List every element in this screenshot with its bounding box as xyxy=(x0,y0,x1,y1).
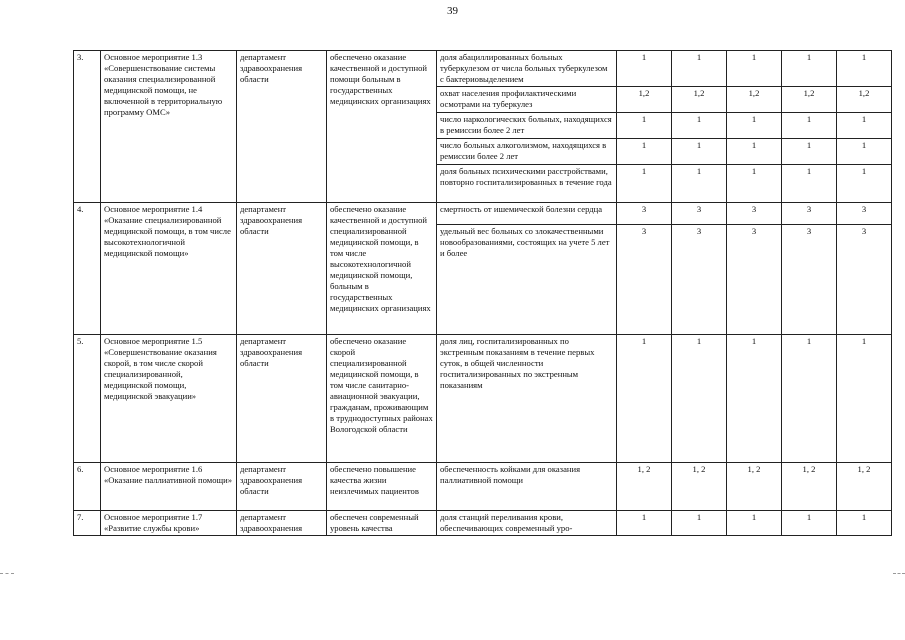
indicator-value: 1 xyxy=(837,51,892,87)
indicator-name: число больных алкоголизмом, находящихся в ремиссии более 2 лет xyxy=(437,139,617,165)
indicator-value: 1 xyxy=(672,51,727,87)
indicator-value: 1 xyxy=(617,139,672,165)
indicator-value: 1 xyxy=(727,335,782,463)
left-edge-mark xyxy=(0,573,14,574)
executor: департамент здравоохранения области xyxy=(237,51,327,203)
indicator-value: 1 xyxy=(837,113,892,139)
row-number: 4. xyxy=(74,203,101,335)
table-row xyxy=(74,463,892,511)
indicator-name: доля абациллированных больных туберкулезом от числа больных туберкулезом с бактериовыделением xyxy=(437,51,617,87)
expected-result: обеспечено оказание качественной и доступной помощи больным в государственных медицинских организациях xyxy=(327,51,437,203)
indicator-value: 1 xyxy=(727,165,782,203)
table-row xyxy=(74,511,892,536)
table-row xyxy=(74,335,892,463)
indicator-value: 1 xyxy=(727,511,782,536)
indicator-name: доля станций переливания крови, обеспечивающих современный уро- xyxy=(437,511,617,536)
indicator-value: 1 xyxy=(617,165,672,203)
indicator-value: 1 xyxy=(782,511,837,536)
indicator-value: 1 xyxy=(782,139,837,165)
indicator-value: 1 xyxy=(837,511,892,536)
row-number: 5. xyxy=(74,335,101,463)
indicator-value: 3 xyxy=(617,225,672,335)
event-name: Основное мероприятие 1.3 «Совершенствование системы оказания специализированной медицинской помощи, не включенной в территориальную программу ОМС» xyxy=(101,51,237,203)
expected-result: обеспечено оказание качественной и доступной специализированной медицинской помощи, в том числе высокотехнологичной медицинской помощи, больным в государственных медицинских организациях xyxy=(327,203,437,335)
indicator-name: доля лиц, госпитализированных по экстренным показаниям в течение первых суток, в общей численности госпитализированных по экстренным показаниям xyxy=(437,335,617,463)
indicator-value: 1,2 xyxy=(782,87,837,113)
indicator-value: 3 xyxy=(837,203,892,225)
indicator-value: 3 xyxy=(672,225,727,335)
measures-table xyxy=(73,50,892,536)
indicator-value: 3 xyxy=(782,203,837,225)
expected-result: обеспечен современный уровень качества xyxy=(327,511,437,536)
executor: департамент здравоохранения области xyxy=(237,335,327,463)
right-edge-mark xyxy=(893,573,905,574)
event-name: Основное мероприятие 1.4 «Оказание специализированной медицинской помощи, в том числе высокотехнологичной медицинской помощи» xyxy=(101,203,237,335)
table-body xyxy=(74,51,892,536)
indicator-value: 1 xyxy=(782,113,837,139)
executor: департамент здравоохранения области xyxy=(237,463,327,511)
indicator-value: 1 xyxy=(837,165,892,203)
indicator-value: 3 xyxy=(672,203,727,225)
row-number: 6. xyxy=(74,463,101,511)
indicator-value: 1,2 xyxy=(727,87,782,113)
expected-result: обеспечено оказание скорой специализированной медицинской помощи, в том числе санитарно-авиационной эвакуации, гражданам, проживающим в труднодоступных районах Вологодской области xyxy=(327,335,437,463)
executor: департамент здравоохранения области xyxy=(237,203,327,335)
indicator-value: 1 xyxy=(672,511,727,536)
indicator-name: удельный вес больных со злокачественными новообразованиями, состоящих на учете 5 лет и более xyxy=(437,225,617,335)
indicator-name: обеспеченность койками для оказания паллиативной помощи xyxy=(437,463,617,511)
indicator-value: 1 xyxy=(782,165,837,203)
event-name: Основное мероприятие 1.7 «Развитие службы крови» xyxy=(101,511,237,536)
indicator-value: 1 xyxy=(672,139,727,165)
indicator-value: 1 xyxy=(617,335,672,463)
row-number: 3. xyxy=(74,51,101,203)
event-name: Основное мероприятие 1.5 «Совершенствование оказания скорой, в том числе скорой специализированной, медицинской помощи, медицинской эвакуации» xyxy=(101,335,237,463)
indicator-value: 1, 2 xyxy=(727,463,782,511)
indicator-value: 1 xyxy=(837,335,892,463)
indicator-value: 1 xyxy=(672,165,727,203)
indicator-value: 1 xyxy=(837,139,892,165)
indicator-value: 3 xyxy=(617,203,672,225)
indicator-value: 3 xyxy=(727,203,782,225)
indicator-value: 1 xyxy=(727,113,782,139)
indicator-value: 1, 2 xyxy=(782,463,837,511)
row-number: 7. xyxy=(74,511,101,536)
indicator-value: 1 xyxy=(617,113,672,139)
indicator-value: 1 xyxy=(672,335,727,463)
indicator-value: 1 xyxy=(727,139,782,165)
executor: департамент здравоохранения xyxy=(237,511,327,536)
indicator-name: доля больных психическими расстройствами, повторно госпитализированных в течение года xyxy=(437,165,617,203)
indicator-value: 1, 2 xyxy=(672,463,727,511)
page-number: 39 xyxy=(447,5,458,17)
indicator-value: 1 xyxy=(617,51,672,87)
indicator-value: 1 xyxy=(782,51,837,87)
indicator-value: 3 xyxy=(727,225,782,335)
indicator-value: 1 xyxy=(727,51,782,87)
indicator-value: 3 xyxy=(782,225,837,335)
indicator-name: смертность от ишемической болезни сердца xyxy=(437,203,617,225)
indicator-value: 1 xyxy=(617,511,672,536)
indicator-value: 1,2 xyxy=(672,87,727,113)
indicator-value: 1 xyxy=(672,113,727,139)
indicator-value: 3 xyxy=(837,225,892,335)
indicator-value: 1, 2 xyxy=(837,463,892,511)
indicator-name: охват населения профилактическими осмотрами на туберкулез xyxy=(437,87,617,113)
table-row xyxy=(74,51,892,87)
indicator-name: число наркологических больных, находящихся в ремиссии более 2 лет xyxy=(437,113,617,139)
indicator-value: 1 xyxy=(782,335,837,463)
table-row xyxy=(74,203,892,225)
indicator-value: 1, 2 xyxy=(617,463,672,511)
indicator-value: 1,2 xyxy=(837,87,892,113)
expected-result: обеспечено повышение качества жизни неизлечимых пациентов xyxy=(327,463,437,511)
indicator-value: 1,2 xyxy=(617,87,672,113)
event-name: Основное мероприятие 1.6 «Оказание паллиативной помощи» xyxy=(101,463,237,511)
